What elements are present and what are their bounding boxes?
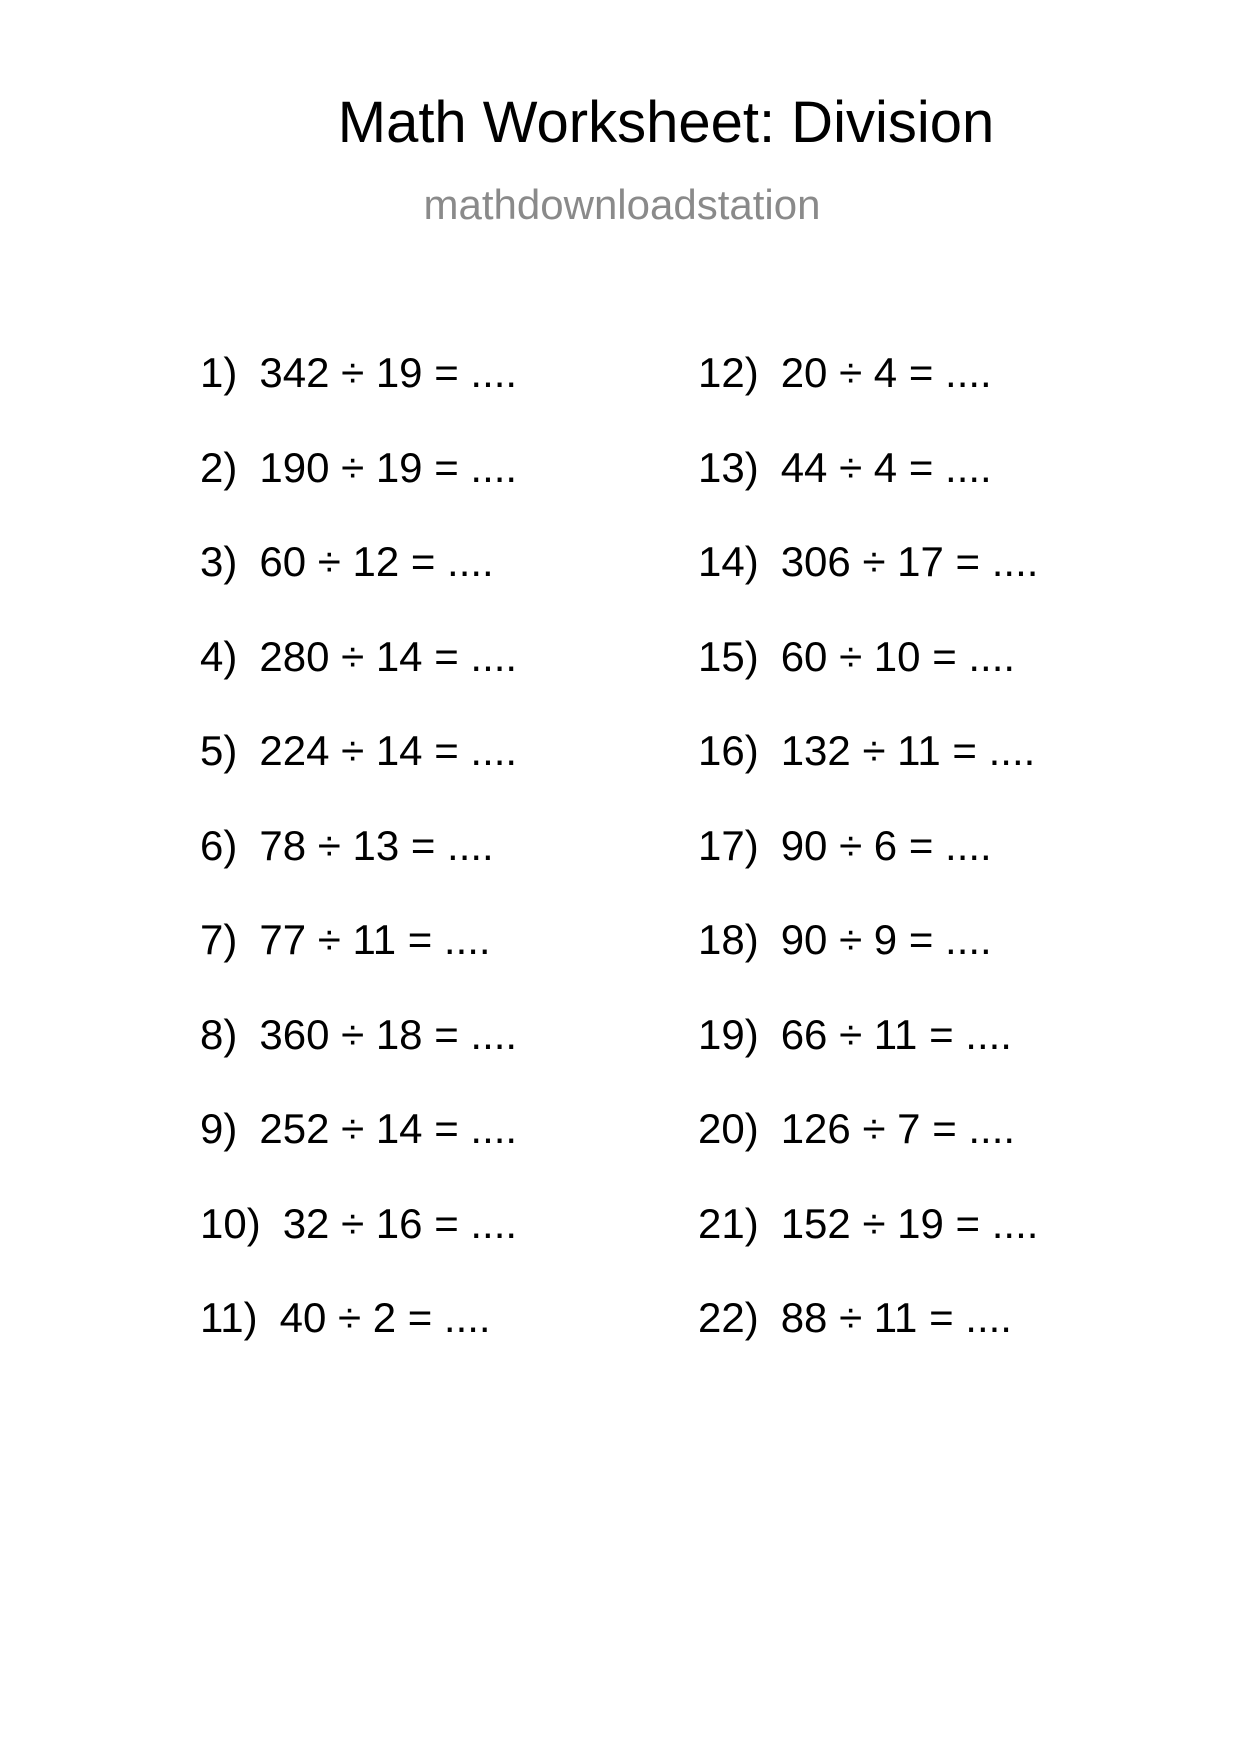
problem-expression: 78 ÷ 13 = ....: [259, 821, 494, 869]
problem-number: 10): [200, 1199, 261, 1247]
problem-item: [698, 1199, 1039, 1298]
problem-expression: 44 ÷ 4 = ....: [780, 443, 992, 491]
problem-expression: 20 ÷ 4 = ....: [780, 349, 992, 396]
problem-expression: 190 ÷ 19 = ....: [259, 443, 518, 491]
problem-expression: 60 ÷ 12 = ....: [259, 538, 494, 585]
problem-item: [698, 349, 1038, 447]
problem-number: 1): [200, 349, 238, 396]
problem-number: 20): [698, 1105, 759, 1152]
problem-item: [200, 443, 518, 542]
problem-expression: 90 ÷ 9 = ....: [780, 916, 992, 963]
problem-expression: 280 ÷ 14 = ....: [259, 632, 518, 680]
problem-expression: 126 ÷ 7 = ....: [780, 1105, 1016, 1152]
problem-item: [698, 916, 1038, 1014]
problem-expression: 360 ÷ 18 = ....: [259, 1010, 518, 1058]
problem-number: 6): [200, 821, 238, 869]
problem-expression: 77 ÷ 11 = ....: [259, 916, 491, 963]
problem-number: 14): [698, 538, 759, 585]
problem-expression: 152 ÷ 19 = ....: [780, 1199, 1039, 1247]
problem-expression: 306 ÷ 17 = ....: [780, 538, 1039, 585]
problem-number: 16): [698, 727, 759, 774]
problem-expression: 66 ÷ 11 = ....: [780, 1010, 1012, 1058]
problem-number: 7): [200, 916, 238, 963]
problem-number: 22): [698, 1294, 759, 1341]
problem-expression: 90 ÷ 6 = ....: [780, 821, 992, 869]
problem-item: [698, 1294, 1038, 1392]
problem-number: 3): [200, 538, 238, 585]
problem-number: 5): [200, 727, 238, 774]
problem-number: 19): [698, 1010, 759, 1058]
problem-item: [200, 1010, 518, 1109]
problem-item: [200, 1294, 517, 1392]
problem-expression: 132 ÷ 11 = ....: [780, 727, 1036, 774]
problem-item: [200, 1199, 518, 1298]
problem-number: 12): [698, 349, 759, 396]
problem-number: 4): [200, 632, 238, 680]
problem-column-right: [698, 349, 1039, 1392]
problem-item: [698, 443, 1038, 542]
problem-item: [698, 821, 1038, 920]
problem-item: [698, 1010, 1038, 1109]
problem-number: 21): [698, 1199, 759, 1247]
problem-number: 13): [698, 443, 759, 491]
problem-expression: 32 ÷ 16 = ....: [282, 1199, 518, 1247]
problem-number: 11): [200, 1294, 258, 1341]
worksheet-title: Math Worksheet: Division: [337, 90, 995, 155]
problem-number: 15): [698, 632, 759, 680]
problem-item: [200, 632, 518, 731]
problem-item: [200, 1105, 518, 1203]
problem-expression: 40 ÷ 2 = ....: [279, 1294, 491, 1341]
problem-number: 2): [200, 443, 238, 491]
problem-column-left: [200, 349, 518, 1392]
problem-item: [698, 538, 1039, 636]
problem-item: [200, 538, 517, 636]
problem-item: [698, 727, 1038, 825]
problem-item: [698, 632, 1038, 731]
problem-expression: 224 ÷ 14 = ....: [259, 727, 518, 774]
worksheet-source: mathdownloadstation: [423, 181, 821, 228]
problem-item: [200, 349, 518, 447]
problem-item: [698, 1105, 1038, 1203]
problem-expression: 342 ÷ 19 = ....: [259, 349, 518, 396]
problem-item: [200, 916, 517, 1014]
problem-expression: 88 ÷ 11 = ....: [780, 1294, 1012, 1341]
problem-expression: 60 ÷ 10 = ....: [780, 632, 1016, 680]
problem-number: 9): [200, 1105, 238, 1152]
problem-item: [200, 727, 518, 825]
problem-expression: 252 ÷ 14 = ....: [259, 1105, 518, 1152]
problem-number: 18): [698, 916, 759, 963]
problem-item: [200, 821, 517, 920]
problem-number: 17): [698, 821, 759, 869]
problem-number: 8): [200, 1010, 238, 1058]
